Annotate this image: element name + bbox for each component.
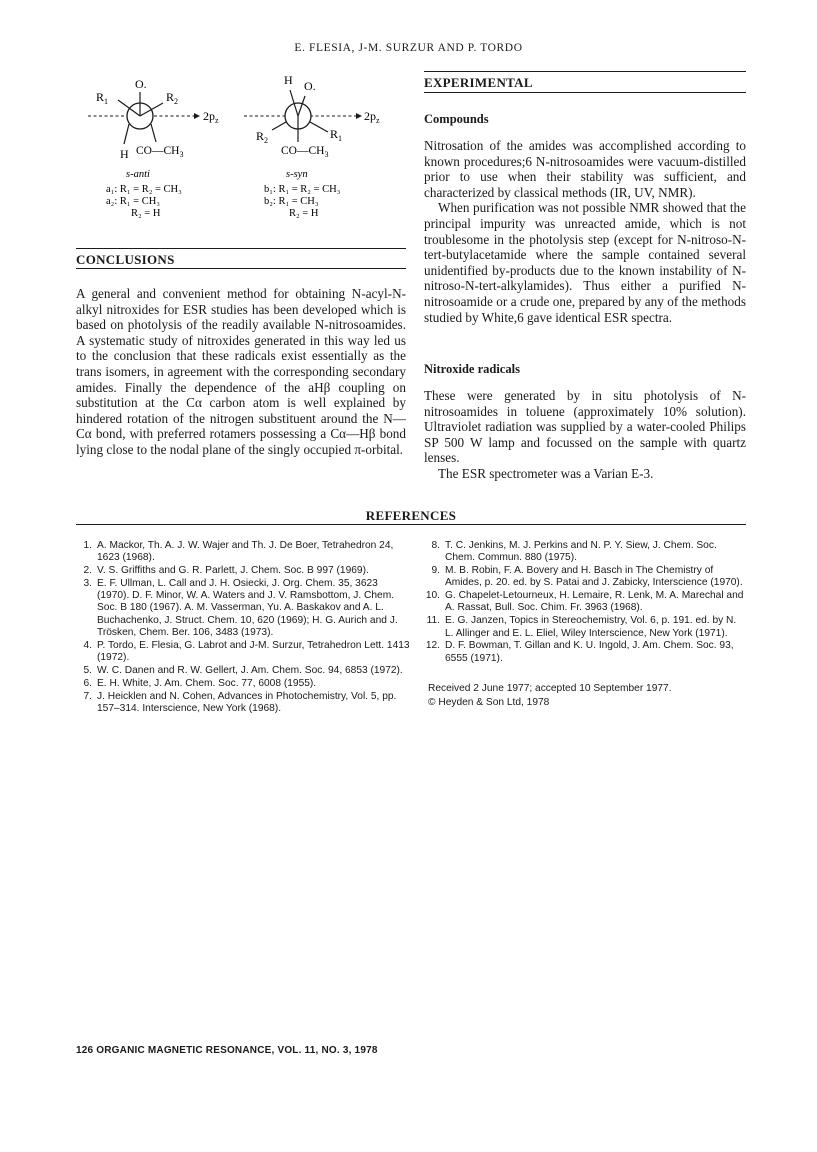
svg-text:2pz <box>203 109 219 125</box>
syn-r1-label: R <box>330 127 339 141</box>
anti-r1-label: R <box>96 90 105 104</box>
syn-variant-b2: b₂: R₁ = CH₃ <box>264 196 319 207</box>
newman-anti <box>88 77 219 219</box>
anti-r2-label: R <box>166 90 175 104</box>
syn-r2-label: R <box>256 129 265 143</box>
syn-r2-subscript: 2 <box>264 136 269 145</box>
references-right-column <box>424 540 746 710</box>
svg-text:R1 <box>330 127 342 143</box>
references-left-column <box>76 540 412 716</box>
svg-text:CO—CH3 <box>136 145 183 159</box>
anti-variant-a2: a₂: R₁ = CH₃ <box>106 196 160 207</box>
syn-r1-subscript: 1 <box>338 134 343 143</box>
reference-5: 5. W. C. Danen and R. W. Gellert, J. Am. Chem. Soc. 94, 6853 (1972). <box>83 664 403 676</box>
reference-8: 8. T. C. Jenkins, M. J. Perkins and N. P. Y. Siew, J. Chem. Soc. Chem. Commun. 880 (1975). <box>431 540 717 564</box>
syn-acyl-subscript: 3 <box>324 150 329 159</box>
experimental-top-rule <box>424 71 746 72</box>
syn-oxygen-label: O. <box>304 79 316 93</box>
references-rule <box>76 524 746 525</box>
compounds-paragraph-2: When purification was not possible NMR showed that the principal impurity was unreacted amide, which is not troublesome in the photolysis step (except for N-nitroso-N-tert-butylacetamide where the sample contained several unidentified by-products due to the known instability of N-nitroso-N-tert-alkylamides). Thus either a purified N-nitrosoamide or a crude one, prepared by any of the methods studied by White,6 gave identical ESR spectra. <box>424 200 746 325</box>
anti-variant-a2-r2: R₂ = H <box>131 208 161 219</box>
conclusions-heading: CONCLUSIONS <box>76 252 175 267</box>
conclusions-text: A general and convenient method for obtaining N-acyl-N-alkyl nitroxides for ESR studies has been developed which is based on photolysis of the readily available N-nitrosoamides. A systematic study of nitroxides generated in this way led us to the conclusion that these radicals exist essentially as the trans isomers, in agreement with the corresponding secondary amides. Finally the dependence of the aHβ coupling on substitution at the Cα carbon atom is well explained by hindered rotation of the nitrogen substituent around the N—Cα bond, with preferred rotamers possessing a Cα—Hβ bond lying close to the nodal plane of the singly occupied π-orbital. <box>76 286 406 457</box>
syn-hydrogen-label: H <box>284 73 293 87</box>
anti-acyl-subscript: 3 <box>179 150 184 159</box>
compounds-paragraph-1: Nitrosation of the amides was accomplished according to known procedures;6 N-nitrosoamides were vacuum-distilled prior to use when their stability was sufficient, and characterized by classical methods (IR, UV, NMR). <box>424 138 746 200</box>
reference-12: 12. D. F. Bowman, T. Gillan and K. U. Ingold, J. Am. Chem. Soc. 93, 6555 (1971). <box>425 640 734 664</box>
anti-orbital-subscript: z <box>215 116 219 125</box>
copyright-notice: © Heyden & Son Ltd, 1978 <box>428 697 550 709</box>
syn-acyl-label: CO—CH <box>281 145 325 157</box>
reference-4: 4. P. Tordo, E. Flesia, G. Labrot and J-M. Surzur, Tetrahedron Lett. 1413 (1972). <box>83 639 410 664</box>
anti-r1-subscript: 1 <box>104 97 109 106</box>
anti-oxygen-label: O. <box>135 77 147 91</box>
svg-text:R2 <box>256 129 268 145</box>
reference-7: 7. J. Heicklen and N. Cohen, Advances in Photochemistry, Vol. 5, pp. 157–314. Interscience, New York (1968). <box>83 690 397 714</box>
syn-variant-b1: b₁: R₁ = R₂ = CH₃ <box>264 184 341 195</box>
experimental-bottom-rule <box>424 92 746 93</box>
svg-text:CO—CH3 <box>281 145 328 159</box>
compounds-text <box>424 138 746 325</box>
nitroxide-radicals-heading: Nitroxide radicals <box>424 362 520 376</box>
syn-orbital-label: 2p <box>364 109 376 123</box>
reference-11: 11. E. G. Janzen, Topics in Stereochemistry, Vol. 6, p. 191. ed. by N. L. Allinger and E. L. Eliel, Wiley Interscience, New York (1971). <box>426 615 737 639</box>
syn-caption: s-syn <box>286 169 308 180</box>
svg-text:2pz <box>364 109 380 125</box>
anti-orbital-label: 2p <box>203 109 215 123</box>
radicals-paragraph-1: These were generated by in situ photolysis of N-nitrosoamides in toluene (approximately 10% solution). Ultraviolet radiation was supplied by a water-cooled Philips SP 500 W lamp and focussed on the sample with quartz lenses. <box>424 388 746 466</box>
reference-3: 3. E. F. Ullman, L. Call and J. H. Osiecki, J. Org. Chem. 35, 3623 (1970). D. F. Minor, W. A. Waters and J. V. Ramsbottom, J. Chem. Soc. B 180 (1967). A. M. Vasserman, Yu. A. Baskakov and A. L. Buchachenko, J. Struct. Chem. 10, 620 (1969); H. G. Aurich and J. Trösken, Chem. Ber. 106, 3483 (1973). <box>83 577 398 639</box>
reference-9: 9. M. B. Robin, F. A. Bovery and H. Basch in The Chemistry of Amides, p. 20. ed. by S. Patai and J. Zabicky, Interscience (1970). <box>431 565 743 589</box>
anti-caption: s-anti <box>126 169 150 180</box>
svg-text:R1 <box>96 90 108 106</box>
anti-acyl-label: CO—CH <box>136 145 180 157</box>
running-header: E. FLESIA, J-M. SURZUR AND P. TORDO <box>294 42 523 54</box>
references-heading: REFERENCES <box>365 508 457 523</box>
anti-variant-a1: a₁: R₁ = R₂ = CH₃ <box>106 184 182 195</box>
svg-text:R2 <box>166 90 178 106</box>
reference-2: 2. V. S. Griffiths and G. R. Parlett, J. Chem. Soc. B 997 (1969). <box>83 565 369 577</box>
syn-variant-b2-r2: R₂ = H <box>289 208 319 219</box>
syn-orbital-subscript: z <box>376 116 380 125</box>
radicals-text <box>424 388 746 482</box>
page-footer <box>76 1045 378 1056</box>
reference-1: 1. A. Mackor, Th. A. J. W. Wajer and Th. J. De Boer, Tetrahedron 24, 1623 (1968). <box>83 540 394 564</box>
reference-6: 6. E. H. White, J. Am. Chem. Soc. 77, 6008 (1955). <box>83 677 317 689</box>
anti-hydrogen-label: H <box>120 147 129 161</box>
compounds-heading: Compounds <box>424 112 489 126</box>
journal-citation: ORGANIC MAGNETIC RESONANCE, VOL. 11, NO. 3, 1978 <box>96 1045 378 1056</box>
anti-r2-subscript: 2 <box>174 97 179 106</box>
reference-10: 10. G. Chapelet-Letourneux, H. Lemaire, R. Lenk, M. A. Marechal and A. Rassat, Bull. Soc. Chim. Fr. 3963 (1968). <box>425 590 744 614</box>
received-date: Received 2 June 1977; accepted 10 September 1977. <box>428 682 672 694</box>
conclusions-top-rule <box>76 248 406 249</box>
newman-projections-figure <box>76 70 406 245</box>
conclusions-bottom-rule <box>76 268 406 269</box>
page-number: 126 <box>76 1045 94 1056</box>
experimental-heading: EXPERIMENTAL <box>424 75 533 90</box>
newman-syn <box>244 73 380 219</box>
radicals-paragraph-2: The ESR spectrometer was a Varian E-3. <box>438 465 654 481</box>
